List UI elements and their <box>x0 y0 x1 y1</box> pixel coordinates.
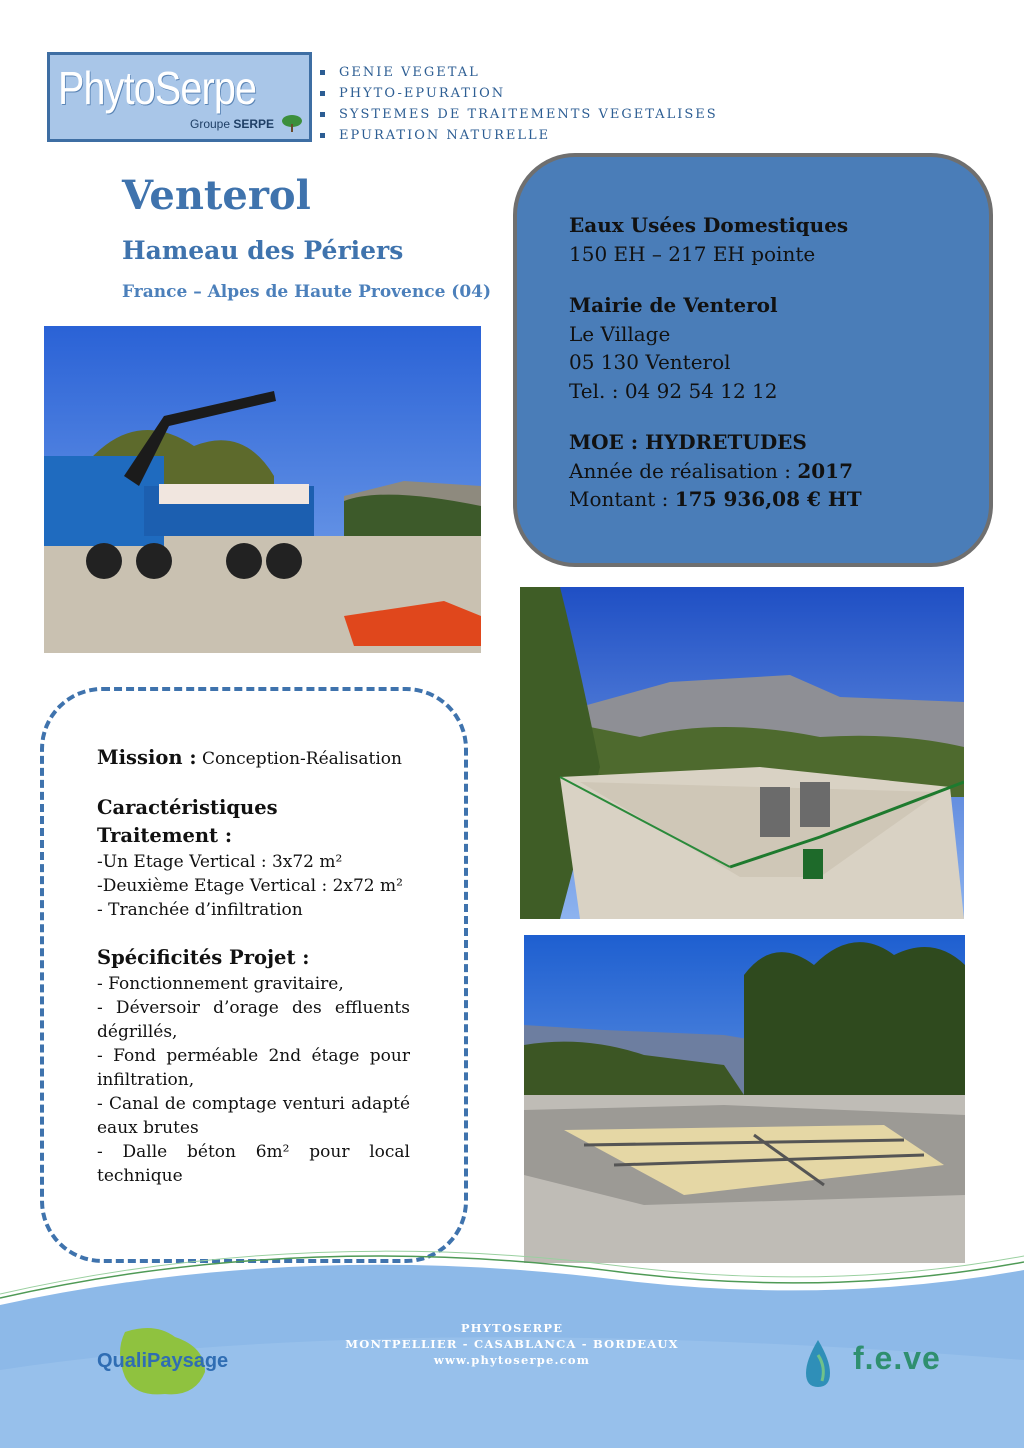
mission-label: Mission : <box>97 746 197 769</box>
year-label: Année de réalisation : <box>569 458 791 483</box>
client-group <box>569 291 778 405</box>
logo-group-label <box>190 117 274 131</box>
carac-title-2: Traitement : <box>97 824 233 847</box>
carac-item: -Un Etage Vertical : 3x72 m² <box>97 852 343 872</box>
phytoserpe-logo <box>47 52 312 142</box>
bullet-icon <box>320 112 325 117</box>
mission-value: Conception-Réalisation <box>201 749 402 769</box>
client-address-2: 05 130 Venterol <box>569 350 731 374</box>
mission-content <box>97 744 410 1188</box>
amount-label: Montant : <box>569 487 669 511</box>
moe-group <box>569 428 862 514</box>
carac-item: -Deuxième Etage Vertical : 2x72 m² <box>97 876 403 896</box>
mission-line <box>97 744 410 772</box>
footer-company: PHYTOSERPE <box>460 1321 564 1335</box>
footer-cities: MONTPELLIER - CASABLANCA - BORDEAUX <box>345 1337 679 1351</box>
service-item <box>320 62 718 83</box>
logo-groupe: Groupe <box>190 117 231 131</box>
bullet-icon <box>320 70 325 75</box>
bullet-icon <box>320 91 325 96</box>
amount-value: 175 936,08 € HT <box>674 487 862 511</box>
year-line <box>569 457 862 486</box>
service-item <box>320 83 718 104</box>
page-title: Venterol <box>122 172 311 219</box>
carac-title-1: Caractéristiques <box>97 796 278 819</box>
moe-label: MOE : HYDRETUDES <box>569 430 807 454</box>
service-label: PHYTO-EPURATION <box>339 86 506 101</box>
spec-item: - Canal de comptage venturi adapté eaux brutes <box>97 1094 410 1138</box>
footer-website[interactable]: www.phytoserpe.com <box>433 1353 591 1367</box>
location-label: France – Alpes de Haute Provence (04) <box>122 282 492 302</box>
page-subtitle: Hameau des Périers <box>122 236 404 265</box>
logo-serpe: SERPE <box>233 117 275 131</box>
carac-item: - Tranchée d’infiltration <box>97 900 303 920</box>
logo-wordmark: PhytoSerpe <box>58 62 257 114</box>
client-address-1: Le Village <box>569 321 671 346</box>
spec-item: - Déversoir d’orage des effluents dégrillés, <box>97 998 410 1042</box>
capacity: 150 EH – 217 EH pointe <box>569 241 816 266</box>
photo-crane-truck <box>44 326 481 653</box>
effluent-type: Eaux Usées Domestiques <box>569 213 849 237</box>
feve-logo: f.e.ve <box>853 1340 941 1376</box>
bullet-icon <box>320 133 325 138</box>
qualipaysage-logo: QualiPaysage <box>97 1350 229 1372</box>
client-name: Mairie de Venterol <box>569 293 778 317</box>
spec-item: - Fond perméable 2nd étage pour infiltration, <box>97 1046 410 1090</box>
effluent-group <box>569 211 848 268</box>
service-label: SYSTEMES DE TRAITEMENTS VEGETALISES <box>339 107 718 122</box>
spec-item: - Dalle béton 6m² pour local technique <box>97 1142 410 1186</box>
service-item <box>320 104 718 125</box>
spec-title: Spécificités Projet : <box>97 946 310 969</box>
year-value: 2017 <box>797 458 854 483</box>
spec-item: - Fonctionnement gravitaire, <box>97 974 344 994</box>
service-label: GENIE VEGETAL <box>339 65 480 80</box>
photo-fenced-site <box>520 587 964 919</box>
tree-icon <box>281 113 303 133</box>
services-list <box>320 62 718 146</box>
client-phone: Tel. : 04 92 54 12 12 <box>569 378 778 403</box>
service-label: EPURATION NATURELLE <box>339 128 551 143</box>
project-info-card <box>513 153 993 567</box>
photo-filter-bed <box>524 935 965 1263</box>
amount-line <box>569 485 862 514</box>
service-item <box>320 125 718 146</box>
